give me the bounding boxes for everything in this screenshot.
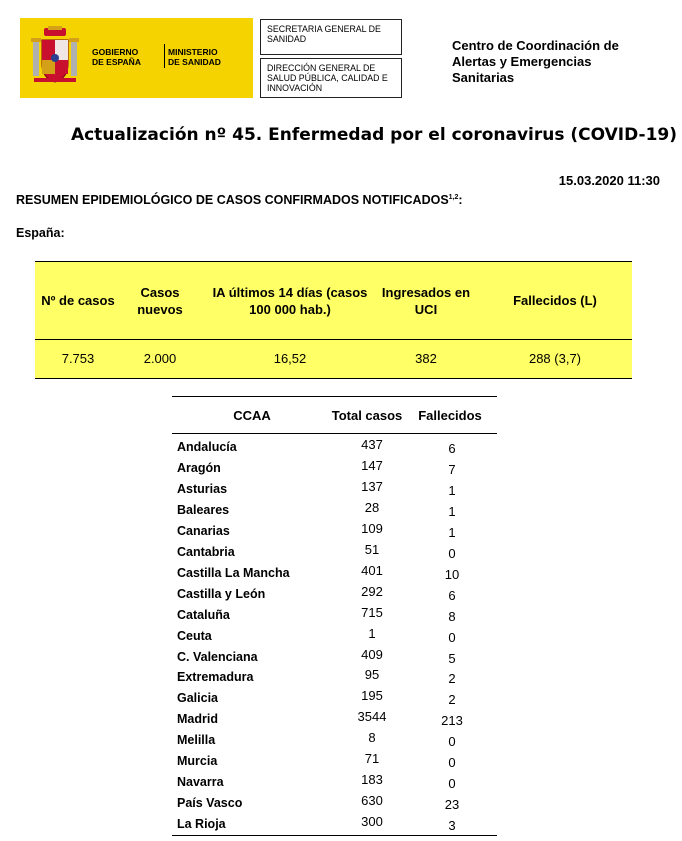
region-total-cases: 8 <box>368 730 376 746</box>
region-name: Canarias <box>177 523 230 538</box>
direccion-box: DIRECCIÓN GENERAL DE SALUD PÚBLICA, CALIDAD E INNOVACIÓN <box>260 58 402 98</box>
page-title: Actualización nº 45. Enfermedad por el coronavirus (COVID-19) <box>70 125 678 145</box>
regions-bottom-rule <box>172 835 497 836</box>
region-deaths: 1 <box>448 524 456 540</box>
region-deaths: 1 <box>448 482 456 498</box>
region-name: País Vasco <box>177 796 243 811</box>
table-row <box>0 584 682 605</box>
table-row <box>0 458 682 479</box>
region-deaths: 10 <box>444 566 460 582</box>
region-total-cases: 300 <box>361 814 383 830</box>
region-name: Baleares <box>177 502 230 517</box>
regions-top-rule <box>172 396 497 397</box>
region-total-cases: 183 <box>361 772 383 788</box>
regions-header-deaths: Fallecidos <box>418 408 482 423</box>
region-total-cases: 71 <box>364 751 380 767</box>
summary-mid-rule <box>35 339 632 340</box>
table-row <box>0 500 682 521</box>
region-name: Galicia <box>177 691 218 706</box>
banner-divider <box>164 44 165 68</box>
value-new-cases: 2.000 <box>143 351 177 366</box>
region-deaths: 6 <box>448 587 456 603</box>
region-deaths: 2 <box>448 671 456 687</box>
region-total-cases: 137 <box>361 478 383 494</box>
table-row <box>0 542 682 563</box>
value-deaths: 288 (3,7) <box>528 351 582 366</box>
header-new-cases: Casos nuevos <box>137 285 183 317</box>
region-deaths: 1 <box>448 503 456 519</box>
summary-bottom-rule <box>35 378 632 379</box>
region-total-cases: 195 <box>361 688 383 704</box>
region-deaths: 8 <box>448 608 456 624</box>
regions-header-rule <box>172 433 497 434</box>
region-name: Cataluña <box>177 607 230 622</box>
regions-header-total: Total casos <box>331 408 403 423</box>
region-total-cases: 147 <box>361 457 383 473</box>
region-deaths: 0 <box>448 734 456 750</box>
region-name: Ceuta <box>177 628 212 643</box>
table-row <box>0 437 682 458</box>
region-name: Murcia <box>177 754 218 769</box>
regions-header-ccaa: CCAA <box>233 408 271 423</box>
region-total-cases: 409 <box>361 646 383 662</box>
ccaes-label: Centro de Coordinación de Alertas y Emergencias Sanitarias <box>452 38 619 85</box>
region-name: Melilla <box>177 733 216 748</box>
region-name: Navarra <box>177 775 224 790</box>
region-total-cases: 1 <box>368 625 376 641</box>
region-name: Castilla y León <box>177 586 266 601</box>
summary-heading: RESUMEN EPIDEMIOLÓGICO DE CASOS CONFIRMADOS NOTIFICADOS$^{1,2}$: <box>16 193 463 207</box>
region-name: Extremadura <box>177 670 254 685</box>
header-deaths: Fallecidos (L) <box>513 293 597 308</box>
table-row <box>0 647 682 668</box>
table-row <box>0 667 682 688</box>
region-total-cases: 109 <box>361 520 383 536</box>
region-name: Asturias <box>177 481 228 496</box>
region-total-cases: 437 <box>361 437 383 452</box>
header-num-cases: Nº de casos <box>41 293 115 308</box>
region-deaths: 7 <box>448 461 456 477</box>
region-deaths: 23 <box>444 797 460 813</box>
value-icu: 382 <box>415 351 437 366</box>
gov-label: GOBIERNO DE ESPAÑA <box>92 47 141 67</box>
table-row <box>0 688 682 709</box>
region-total-cases: 3544 <box>357 709 387 725</box>
region-total-cases: 28 <box>364 499 380 515</box>
region-deaths: 6 <box>448 441 456 456</box>
region-name: Cantabria <box>177 544 235 559</box>
region-name: Aragón <box>177 460 221 475</box>
region-total-cases: 95 <box>364 667 380 683</box>
value-num-cases: 7.753 <box>61 351 95 366</box>
region-deaths: 0 <box>448 545 456 561</box>
region-name: Castilla La Mancha <box>177 565 290 580</box>
summary-top-rule <box>35 261 632 262</box>
table-row <box>0 479 682 500</box>
table-row <box>0 626 682 647</box>
region-name: La Rioja <box>177 817 226 832</box>
region-name: C. Valenciana <box>177 649 258 664</box>
table-row <box>0 751 682 772</box>
region-total-cases: 292 <box>361 583 383 599</box>
value-ia-14: 16,52 <box>273 351 307 366</box>
spain-label: España: <box>16 226 65 240</box>
region-name: Andalucía <box>177 440 237 454</box>
ministry-label: MINISTERIO DE SANIDAD <box>168 47 221 67</box>
table-row <box>0 793 682 814</box>
table-row <box>0 605 682 626</box>
table-row <box>0 772 682 793</box>
table-row <box>0 814 682 835</box>
table-row <box>0 521 682 542</box>
report-date: 15.03.2020 11:30 <box>558 173 660 188</box>
region-name: Madrid <box>177 712 218 727</box>
region-deaths: 5 <box>448 650 456 666</box>
spain-coat-of-arms-icon <box>30 26 80 88</box>
table-row <box>0 730 682 751</box>
table-row <box>0 709 682 730</box>
table-row <box>0 563 682 584</box>
region-total-cases: 401 <box>361 562 383 578</box>
secretaria-box: SECRETARIA GENERAL DE SANIDAD <box>260 19 402 55</box>
region-deaths: 3 <box>448 818 456 834</box>
region-deaths: 0 <box>448 776 456 792</box>
region-total-cases: 51 <box>364 541 380 557</box>
region-deaths: 2 <box>448 692 456 708</box>
header-ia-14: IA últimos 14 días (casos 100 000 hab.) <box>212 285 368 317</box>
region-deaths: 0 <box>448 629 456 645</box>
region-total-cases: 715 <box>361 604 383 620</box>
region-total-cases: 630 <box>361 793 383 809</box>
region-deaths: 0 <box>448 755 456 771</box>
header-icu: Ingresados en UCI <box>381 285 471 317</box>
region-deaths: 213 <box>441 713 463 729</box>
